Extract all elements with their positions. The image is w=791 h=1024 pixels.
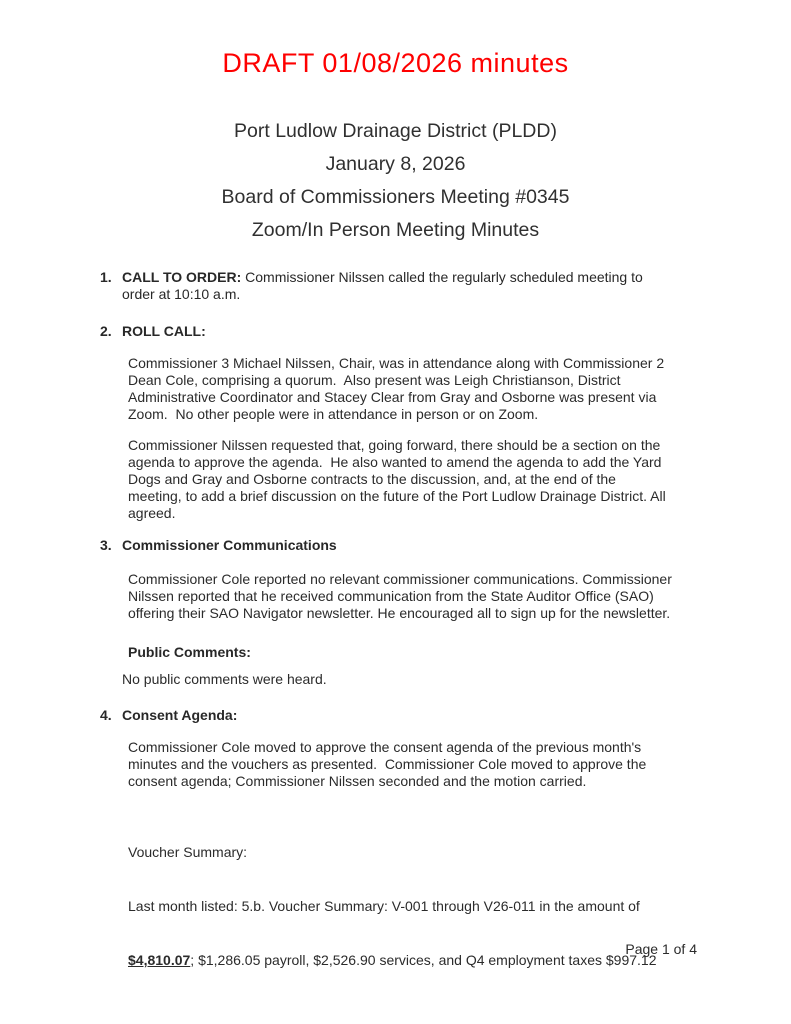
section-3-number: 3.	[100, 537, 112, 553]
roll-call-agenda-paragraph: Commissioner Nilssen requested that, going forward, there should be a section on the agenda to approve the agenda. He also wanted to amend the agenda to add the Yard Dogs and Gray and Osborne contracts to the discussion, and, at the end of the meeting, to add a brief discussion on the future of the Port Ludlow Drainage District. All agreed.	[128, 437, 670, 521]
roll-call-attendance-paragraph: Commissioner 3 Michael Nilssen, Chair, was in attendance along with Commissioner 2 Dean Cole, comprising a quorum. Also present was Leigh Christianson, District Administrative Coordinator and Stacey Clear from Gray and Osborne was present via Zoom. No other people were in attendance in person or on Zoom.	[128, 355, 669, 422]
section-3-head	[0, 537, 791, 554]
section-3-heading: Commissioner Communications	[122, 537, 337, 553]
section-1-head	[0, 269, 791, 303]
meeting-type: Zoom/In Person Meeting Minutes	[251, 219, 540, 241]
section-4-head	[0, 707, 791, 724]
section-2-heading: ROLL CALL:	[122, 323, 206, 339]
section-4-heading: Consent Agenda:	[122, 707, 238, 723]
section-consent-agenda	[0, 707, 791, 1005]
communications-paragraph: Commissioner Cole reported no relevant commissioner communications. Commissioner Nilssen reported that he received communication from the State Auditor Office (SAO) offering their SAO Navigator newsletter. He encouraged all to sign up for the newsletter.	[128, 571, 676, 621]
section-4-number: 4.	[100, 707, 112, 723]
document-title: Port Ludlow Drainage District (PLDD)	[234, 120, 557, 142]
consent-agenda-paragraph: Commissioner Cole moved to approve the consent agenda of the previous month's minutes and the vouchers as presented. Commissioner Cole moved to approve the consent agenda; Commissioner Nilssen seconded and the motion carried.	[128, 739, 651, 789]
meeting-date: January 8, 2026	[325, 153, 466, 175]
public-comments-heading: Public Comments:	[128, 644, 251, 660]
section-1-text: Commissioner Nilssen called the regularly scheduled meeting to order at 10:10 a.m.	[122, 269, 643, 302]
voucher-amount: $4,810.07	[128, 952, 191, 968]
section-call-to-order	[0, 269, 791, 303]
voucher-summary-line: Last month listed: 5.b. Voucher Summary: V-001 through V26-011 in the amount of	[128, 898, 640, 914]
public-comments-note: No public comments were heard.	[122, 671, 327, 687]
section-1-number: 1.	[100, 269, 112, 285]
section-roll-call	[0, 323, 791, 522]
draft-banner: DRAFT 01/08/2026 minutes	[222, 48, 569, 78]
voucher-summary-block	[128, 807, 690, 1005]
page-number: Page 1 of 4	[625, 941, 697, 957]
section-commissioner-communications	[0, 537, 791, 688]
voucher-summary-detail	[128, 951, 690, 969]
voucher-detail-text: ; $1,286.05 payroll, $2,526.90 services, and Q4 employment taxes $997.12	[190, 952, 657, 968]
section-1-heading: CALL TO ORDER:	[122, 269, 242, 285]
sections	[0, 269, 791, 1005]
meeting-number: Board of Commissioners Meeting #0345	[221, 186, 570, 208]
section-2-number: 2.	[100, 323, 112, 339]
voucher-summary-label: Voucher Summary:	[128, 844, 248, 860]
title-block	[0, 115, 791, 247]
section-2-head	[0, 323, 791, 340]
section-1-body	[122, 269, 667, 303]
